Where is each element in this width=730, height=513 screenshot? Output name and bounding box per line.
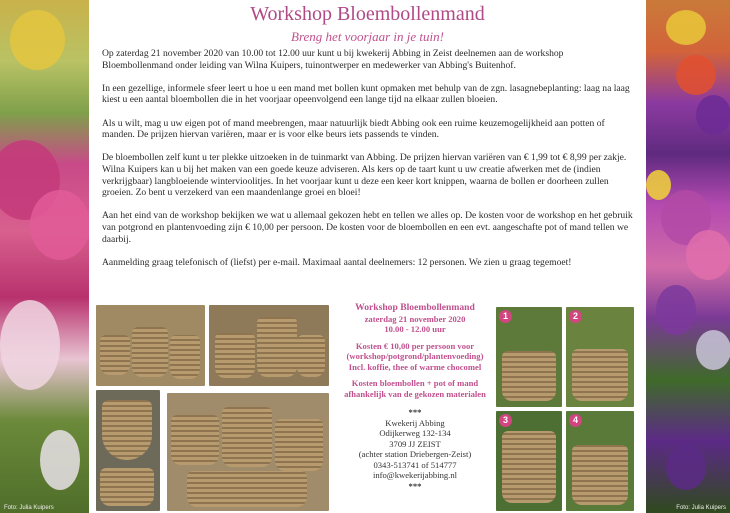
separator: *** [408, 480, 422, 491]
paragraph: Aanmelding graag telefonisch of (liefst) per e-mail. Maximaal aantal deelnemers: 12 personen. We zien u graag tegemoet! [102, 256, 572, 268]
step-number: 1 [499, 310, 512, 323]
address-city: 3709 JJ ZEIST [389, 438, 441, 449]
info-heading: Workshop Bloembollenmand [355, 302, 475, 313]
flyer-content [95, 0, 640, 513]
right-photo-credit: Foto: Julia Kuipers [676, 505, 726, 511]
phone-number: 0343-513741 of 514777 [373, 459, 457, 470]
step-photo-2 [566, 307, 634, 407]
info-cost-detail: (workshop/potgrond/plantenvoeding) [346, 351, 484, 361]
address-name: Kwekerij Abbing [385, 417, 445, 428]
step-photo-1 [496, 307, 562, 407]
body-text [102, 48, 634, 280]
step-number: 2 [569, 310, 582, 323]
info-bulbs-note: afhankelijk van de gekozen materialen [344, 388, 486, 399]
separator: *** [408, 407, 422, 417]
paragraph: Als u wilt, mag u uw eigen pot of mand meebrengen, maar natuurlijk biedt Abbing ook een ruime keuzemogelijkheid aan potten of manden. De prijzen hiervan variëren, maar er is voor elke beurs iets passends te vinden. [102, 117, 605, 141]
basket-photo [96, 390, 160, 511]
info-cost-incl: Incl. koffie, thee of warme chocomel [348, 361, 482, 372]
left-flower-photo [0, 0, 89, 513]
info-cost: Kosten € 10,00 per persoon voor [355, 340, 475, 351]
info-date: zaterdag 21 november 2020 [364, 313, 466, 324]
info-bulbs-cost: Kosten bloembollen + pot of mand [351, 378, 479, 388]
step-photo-4 [566, 411, 634, 511]
page-subtitle: Breng het voorjaar in je tuin! [291, 29, 444, 44]
basket-photo [167, 393, 329, 511]
page-title: Workshop Bloembollenmand [250, 3, 485, 25]
basket-photo [209, 305, 329, 386]
paragraph: In een gezellige, informele sfeer leert u hoe u een mand met bollen kunt opmaken met behulp van de zgn. lasagnebeplanting: laag na laag kiest u een aantal bloembollen die in het voorjaar opeenvolgend een lange tijd na elkaar zullen bloeien. [102, 82, 630, 106]
basket-photo [96, 305, 205, 386]
step-number: 4 [569, 414, 582, 427]
info-time: 10.00 - 12.00 uur [384, 324, 446, 334]
workshop-info [337, 303, 493, 491]
right-flower-photo [646, 0, 730, 513]
step-number: 3 [499, 414, 512, 427]
address-street: Odijkerweg 132-134 [379, 428, 451, 438]
paragraph: Op zaterdag 21 november 2020 van 10.00 tot 12.00 uur kunt u bij kwekerij Abbing in Zeist deelnemen aan de workshop Bloembollenmand onder leiding van Wilna Kuipers, tuinontwerper en medewerker van Abbing's Buitenhof. [102, 48, 564, 71]
paragraph: De bloembollen zelf kunt u ter plekke uitzoeken in de tuinmarkt van Abbing. De prijzen hiervan variëren van € 1,99 tot € 8,99 per zakje. Wilna Kuipers kan u bij het maken van een goede keuze adviseren. Als kers op de taart kunt u uw creatie afwerken met de (indien verkrijgbaar) langbloeiende wintervioolitjes. In het voorjaar kunt u deze een keer kort knippen, waarna de bollen er doorheen zullen groeien. Zo bent u verzekerd van een maandenlange groei en bloei! [102, 152, 627, 199]
email-address: info@kwekerijabbing.nl [372, 470, 458, 480]
address-note: (achter station Driebergen-Zeist) [358, 449, 472, 459]
paragraph: Aan het eind van de workshop bekijken we wat u allemaal gekozen hebt en tellen we alles op. De kosten voor de workshop en het gebruik van potgrond en plantenvoeding zijn € 10,00 per persoon. De kosten voor de bloembollen en een evt. aangeschafte pot of mand tellen we daarbij. [102, 210, 633, 245]
step-photo-3 [496, 411, 562, 511]
left-photo-credit: Foto: Julia Kuipers [4, 505, 54, 511]
